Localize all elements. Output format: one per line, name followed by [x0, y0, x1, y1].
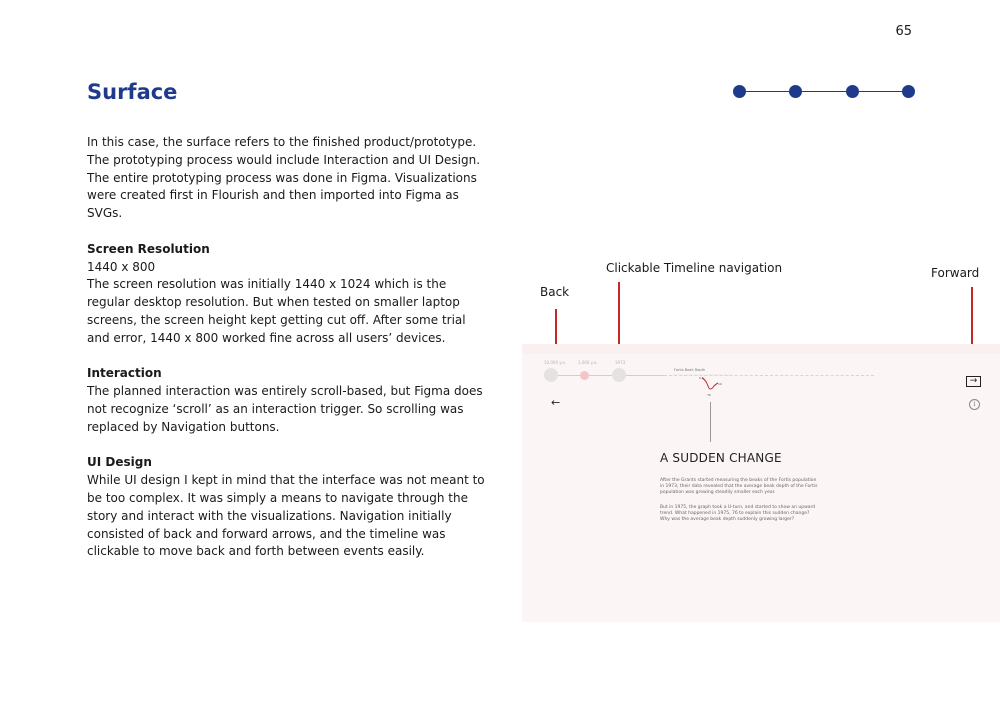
story-paragraph: But in 1975, the graph took a U-turn, and started to show an upward trend. What happened in 1975, 76 to explain this sudden change? Why was the average beak depth suddenly growing larger?	[660, 505, 816, 522]
page-title: Surface	[87, 80, 178, 104]
section-heading-ui-design: UI Design	[87, 455, 152, 470]
timeline-label: 1,000 y.a.	[578, 360, 598, 365]
story-paragraph: After the Grants started measuring the beaks of the Fortis population in 1973, their data revealed that the average beak depth of the Fortis population was growing steadily smaller each year.	[660, 478, 818, 495]
annotation-back: Back	[540, 285, 570, 299]
screen-resolution-text: The screen resolution was initially 1440 x 1024 which is the regular desktop resolution. But when tested on smaller laptop screens, the screen height kept getting cut off. After some trial and error, 1440 x 800 worked fine across all users’ devices.	[87, 277, 466, 345]
interaction-text: The planned interaction was entirely scroll-based, but Figma does not recognize ‘scroll’ as an interaction trigger. So scrolling was replaced by Navigation buttons.	[87, 384, 483, 434]
prototype-top-band	[522, 344, 1000, 354]
annotation-timeline: Clickable Timeline navigation	[606, 261, 783, 275]
screen-resolution-value: 1440 x 800	[87, 259, 156, 274]
intro-paragraph: The entire prototyping process was done in Figma. Visualizations were created first in Flourish and then imported into Figma as SVGs.	[87, 170, 477, 221]
progress-line	[740, 91, 908, 92]
section-heading-screen: Screen Resolution	[87, 241, 210, 256]
timeline-node[interactable]	[612, 368, 626, 382]
progress-dot	[902, 85, 915, 98]
ui-design-text: While UI design I kept in mind that the interface was not meant to be too complex. It was simply a means to navigate through the story and interact with the visualizations. Navigation initially consisted of back and forward arrows, and the timeline was clickable to move back and forth between events easily.	[87, 473, 485, 559]
section-heading-interaction: Interaction	[87, 366, 162, 381]
back-arrow-icon[interactable]: ←	[551, 396, 561, 409]
beak-depth-mini-chart	[672, 366, 732, 398]
timeline-label: 10,000 y.a.	[544, 360, 567, 365]
page-number: 65	[895, 24, 912, 39]
story-title: A SUDDEN CHANGE	[660, 451, 782, 465]
mini-chart-title: Fortis Beak Depth	[674, 368, 706, 372]
progress-dot	[789, 85, 802, 98]
timeline-node[interactable]	[544, 368, 558, 382]
progress-dot	[733, 85, 746, 98]
timeline-track	[544, 375, 664, 376]
forward-arrow-button[interactable]: →	[966, 376, 981, 387]
annotation-forward: Forward	[931, 266, 980, 280]
mini-chart-value: 9.6	[699, 376, 704, 380]
mini-chart-value: 10	[718, 382, 722, 386]
timeline-label: 1973	[615, 360, 626, 365]
mini-chart-line	[702, 378, 718, 389]
intro-paragraph: In this case, the surface refers to the finished product/prototype. The prototyping process would include Interaction and UI Design.	[87, 135, 481, 167]
body-text	[87, 134, 487, 561]
timeline-node[interactable]	[580, 371, 589, 380]
progress-dot	[846, 85, 859, 98]
info-icon[interactable]: i	[969, 399, 980, 410]
chart-indicator-line	[710, 402, 711, 442]
mini-chart-value: 76	[707, 393, 711, 397]
prototype-screenshot	[522, 344, 1000, 622]
progress-indicator	[733, 85, 915, 99]
